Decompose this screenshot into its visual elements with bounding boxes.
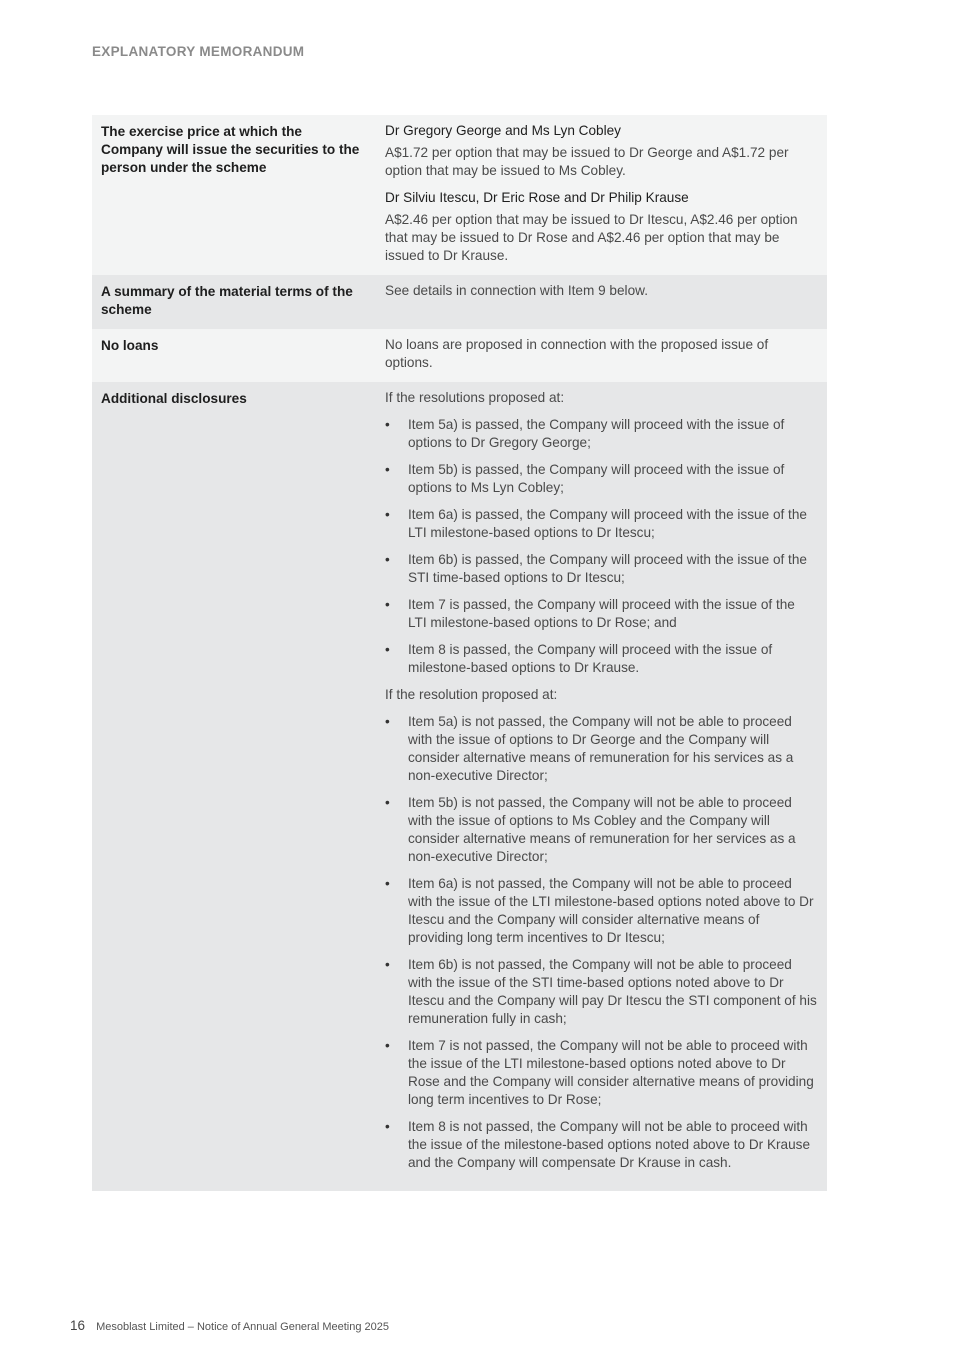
row-content xyxy=(376,382,827,1191)
row-label: The exercise price at which the Company will issue the securities to the person under the scheme xyxy=(101,124,360,175)
table-row-exercise-price xyxy=(92,115,827,275)
page-footer xyxy=(70,1318,389,1333)
row-content xyxy=(376,329,827,382)
list-item: • Item 6b) is not passed, the Company will not be able to proceed with the issue of the STI time-based options noted above to Dr Itescu and the Company will pay Dr Itescu the STI component of his remuneration fully in cash; xyxy=(385,956,817,1028)
details-table xyxy=(92,115,827,1191)
subhead-itescu-rose-krause: Dr Silviu Itescu, Dr Eric Rose and Dr Philip Krause xyxy=(385,190,689,205)
page-number: 16 xyxy=(70,1318,86,1333)
intro-not-passed: If the resolution proposed at: xyxy=(385,687,558,702)
row-content xyxy=(376,115,827,275)
material-terms-text: See details in connection with Item 9 below. xyxy=(385,283,648,298)
not-passed-list xyxy=(385,713,817,1172)
no-loans-text: No loans are proposed in connection with the proposed issue of options. xyxy=(385,337,769,370)
intro-passed: If the resolutions proposed at: xyxy=(385,390,565,405)
list-item: • Item 6b) is passed, the Company will proceed with the issue of the STI time-based options to Dr Itescu; xyxy=(385,551,817,587)
running-header: EXPLANATORY MEMORANDUM xyxy=(92,44,305,59)
passed-list xyxy=(385,416,817,677)
price-itescu-rose-krause: A$2.46 per option that may be issued to Dr Itescu, A$2.46 per option that may be issued to Dr Rose and A$2.46 per option that may be issued to Dr Krause. xyxy=(385,212,798,263)
row-label: A summary of the material terms of the scheme xyxy=(101,284,353,317)
publication-title: Mesoblast Limited – Notice of Annual General Meeting 2025 xyxy=(96,1321,389,1333)
list-item: • Item 6a) is passed, the Company will proceed with the issue of the LTI milestone-based options to Dr Itescu; xyxy=(385,506,817,542)
list-item: • Item 8 is passed, the Company will proceed with the issue of milestone-based options to Dr Krause. xyxy=(385,641,817,677)
list-item: • Item 5a) is not passed, the Company will not be able to proceed with the issue of options to Dr George and the Company will consider alternative means of remuneration for his services as a non-executive Director; xyxy=(385,713,817,785)
list-item: • Item 5b) is not passed, the Company will not be able to proceed with the issue of options to Ms Cobley and the Company will consider alternative means of remuneration for her services as a non-executive Director; xyxy=(385,794,817,866)
table-row-additional-disclosures xyxy=(92,382,827,1191)
table-row-material-terms xyxy=(92,275,827,329)
table-row-no-loans xyxy=(92,329,827,382)
price-george-cobley: A$1.72 per option that may be issued to Dr George and A$1.72 per option that may be issued to Ms Cobley. xyxy=(385,145,789,178)
list-item: • Item 7 is not passed, the Company will not be able to proceed with the issue of the LTI milestone-based options noted above to Dr Rose and the Company will consider alternative means of providing long term incentives to Dr Rose; xyxy=(385,1037,817,1109)
list-item: • Item 5b) is passed, the Company will proceed with the issue of options to Ms Lyn Cobley; xyxy=(385,461,817,497)
row-label: No loans xyxy=(101,338,159,353)
row-content xyxy=(376,275,827,329)
list-item: • Item 6a) is not passed, the Company will not be able to proceed with the issue of the LTI milestone-based options noted above to Dr Itescu and the Company will consider alternative means of providing long term incentives to Dr Itescu; xyxy=(385,875,817,947)
row-label: Additional disclosures xyxy=(101,391,247,406)
list-item: • Item 5a) is passed, the Company will proceed with the issue of options to Dr Gregory George; xyxy=(385,416,817,452)
list-item: • Item 8 is not passed, the Company will not be able to proceed with the issue of the milestone-based options noted above to Dr Krause and the Company will compensate Dr Krause in cash. xyxy=(385,1118,817,1172)
list-item: • Item 7 is passed, the Company will proceed with the issue of the LTI milestone-based options to Dr Rose; and xyxy=(385,596,817,632)
subhead-george-cobley: Dr Gregory George and Ms Lyn Cobley xyxy=(385,123,621,138)
